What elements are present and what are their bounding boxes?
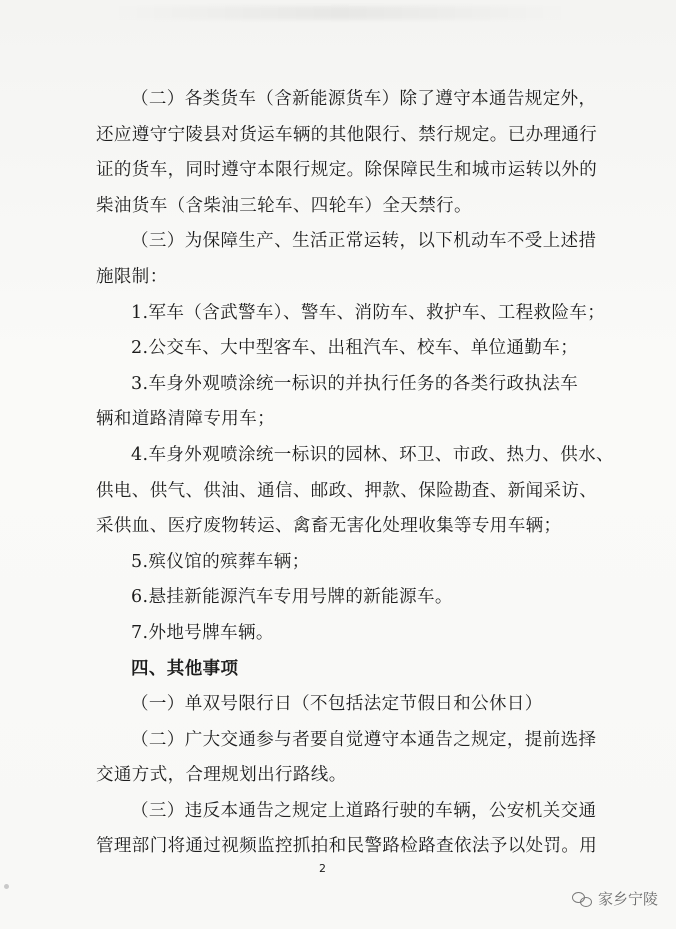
list-item: 2.公交车、大中型客车、出租汽车、校车、单位通勤车； bbox=[131, 338, 579, 359]
paragraph-line: （二）各类货车（含新能源货车）除了遵守本通告规定外， bbox=[131, 89, 597, 109]
list-item-continuation: 辆和道路清障专用车； bbox=[96, 409, 275, 430]
page-number: 2 bbox=[319, 862, 326, 875]
paragraph-line: （一）单双号限行日（不包括法定节假日和公休日） bbox=[131, 694, 543, 715]
list-item-continuation: 供电、供气、供油、通信、邮政、押款、保险勘査、新闻采访、 bbox=[96, 480, 598, 501]
paragraph-line: 管理部门将通过视频监控抓拍和民警路检路查依法予以处罚。用 bbox=[96, 836, 598, 857]
scan-smudge bbox=[110, 6, 570, 20]
list-item: 1.军车（含武警车）、警车、消防车、救护车、工程救险车； bbox=[131, 302, 606, 323]
watermark-text: 家乡宁陵 bbox=[597, 890, 658, 908]
paragraph-line: 证的货车，同时遵守本限行规定。除保障民生和城市运转以外的 bbox=[96, 160, 598, 181]
list-item-continuation: 采供血、医疗废物转运、禽畜无害化处理收集等专用车辆； bbox=[96, 516, 562, 537]
list-item: 3.车身外观喷涂统一标识的并执行任务的各类行政执法车 bbox=[131, 373, 579, 394]
scan-dot bbox=[4, 884, 9, 889]
paragraph-line: （三）为保障生产、生活正常运转，以下机动车不受上述措 bbox=[131, 231, 597, 252]
document-body bbox=[96, 82, 614, 865]
paragraph-line: （三）违反本通告之规定上道路行驶的车辆，公安机关交通 bbox=[131, 800, 597, 821]
wechat-icon bbox=[572, 891, 592, 907]
paragraph-line: 施限制： bbox=[96, 266, 168, 287]
section-heading: 四、其他事项 bbox=[131, 658, 239, 679]
paragraph-line: 交通方式，合理规划出行路线。 bbox=[96, 765, 347, 786]
list-item: 7.外地号牌车辆。 bbox=[131, 622, 274, 643]
list-item: 4.车身外观喷涂统一标识的园林、环卫、市政、热力、供水、 bbox=[131, 444, 614, 465]
watermark bbox=[572, 888, 658, 909]
paragraph-line: 柴油货车（含柴油三轮车、四轮车）全天禁行。 bbox=[96, 195, 472, 216]
paragraph-line: 还应遵守宁陵县对货运车辆的其他限行、禁行规定。已办理通行 bbox=[96, 124, 598, 145]
paragraph-line: （二）广大交通参与者要自觉遵守本通告之规定，提前选择 bbox=[131, 729, 597, 750]
list-item: 5.殡仪馆的殡葬车辆； bbox=[131, 551, 310, 572]
list-item: 6.悬挂新能源汽车专用号牌的新能源车。 bbox=[131, 587, 453, 608]
